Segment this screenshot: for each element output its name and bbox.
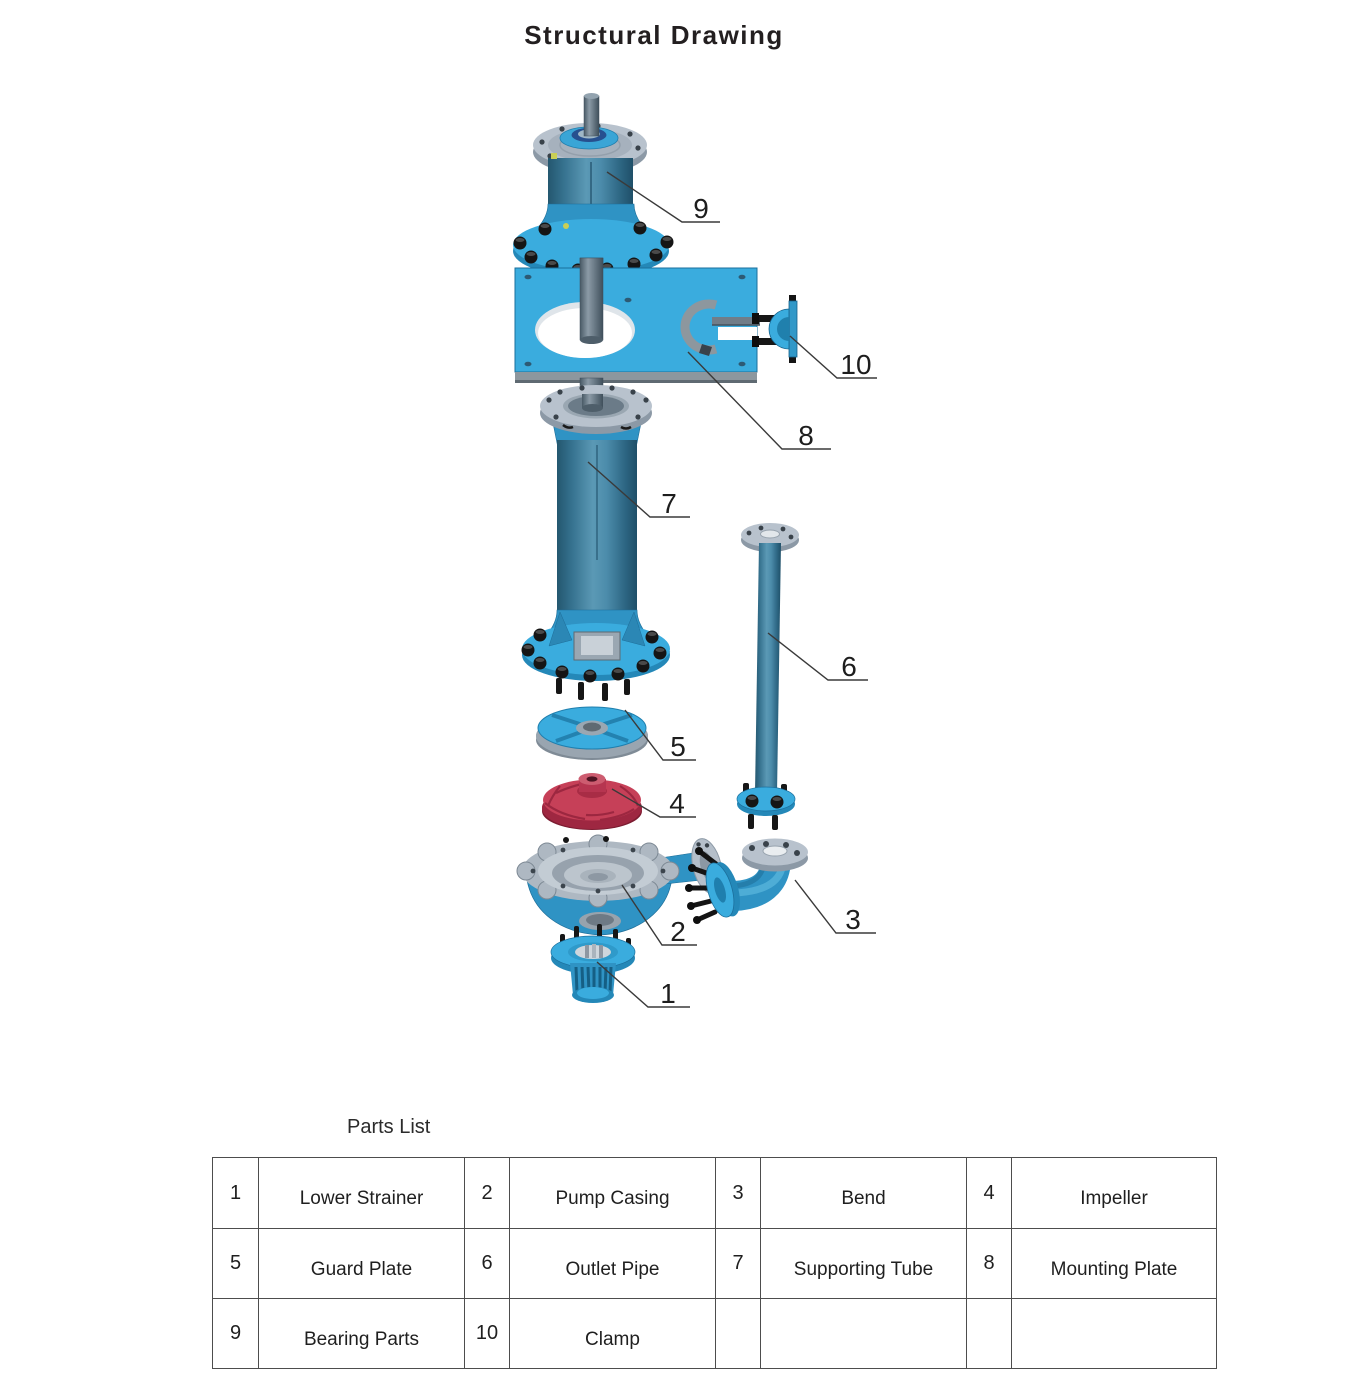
part-number: 9 xyxy=(213,1298,258,1368)
callout-label-1: 1 xyxy=(660,978,676,1009)
parts-list-table xyxy=(212,1157,1217,1369)
part-number: 6 xyxy=(464,1228,509,1298)
part-number: 8 xyxy=(966,1228,1011,1298)
lower-strainer-illustration xyxy=(551,924,635,1003)
impeller-illustration xyxy=(542,773,642,830)
parts-list-heading: Parts List xyxy=(347,1116,431,1138)
part-number: 5 xyxy=(213,1228,258,1298)
guard-plate-illustration xyxy=(536,707,648,760)
part-name: Lower Strainer xyxy=(258,1158,464,1228)
callout-label-4: 4 xyxy=(669,788,685,819)
part-number: 10 xyxy=(464,1298,509,1368)
callout-label-7: 7 xyxy=(661,488,677,519)
part-number: 2 xyxy=(464,1158,509,1228)
part-number: 3 xyxy=(715,1158,760,1228)
part-name: Clamp xyxy=(509,1298,715,1368)
callout-label-6: 6 xyxy=(841,651,857,682)
part-number: 7 xyxy=(715,1228,760,1298)
part-number xyxy=(715,1298,760,1368)
page-title: Structural Drawing xyxy=(524,20,784,50)
part-name: Outlet Pipe xyxy=(509,1228,715,1298)
part-name: Mounting Plate xyxy=(1011,1228,1216,1298)
callout-label-2: 2 xyxy=(670,916,686,947)
callout-label-3: 3 xyxy=(845,904,861,935)
part-name: Supporting Tube xyxy=(760,1228,966,1298)
part-name: Bend xyxy=(760,1158,966,1228)
grease-fitting xyxy=(563,223,569,229)
part-name: Pump Casing xyxy=(509,1158,715,1228)
mounting-plate-illustration xyxy=(515,258,760,383)
part-number: 1 xyxy=(229,1181,242,1204)
part-number xyxy=(966,1298,1011,1368)
part-name xyxy=(760,1298,966,1368)
part-name xyxy=(1011,1298,1216,1368)
part-number: 4 xyxy=(966,1158,1011,1228)
part-name: Guard Plate xyxy=(258,1228,464,1298)
callout-label-8: 8 xyxy=(798,420,814,451)
callout-label-10: 10 xyxy=(840,349,872,380)
callout-label-5: 5 xyxy=(670,731,686,762)
part-name: Impeller xyxy=(1011,1158,1216,1228)
clamp-illustration xyxy=(752,295,797,363)
grease-fitting xyxy=(551,153,557,159)
part-name: Bearing Parts xyxy=(258,1298,464,1368)
leader-line-3 xyxy=(795,880,876,933)
supporting-tube-illustration xyxy=(522,378,671,701)
outlet-pipe-illustration xyxy=(737,523,799,830)
callout-label-9: 9 xyxy=(693,193,709,224)
bearing-parts-illustration xyxy=(513,93,674,277)
